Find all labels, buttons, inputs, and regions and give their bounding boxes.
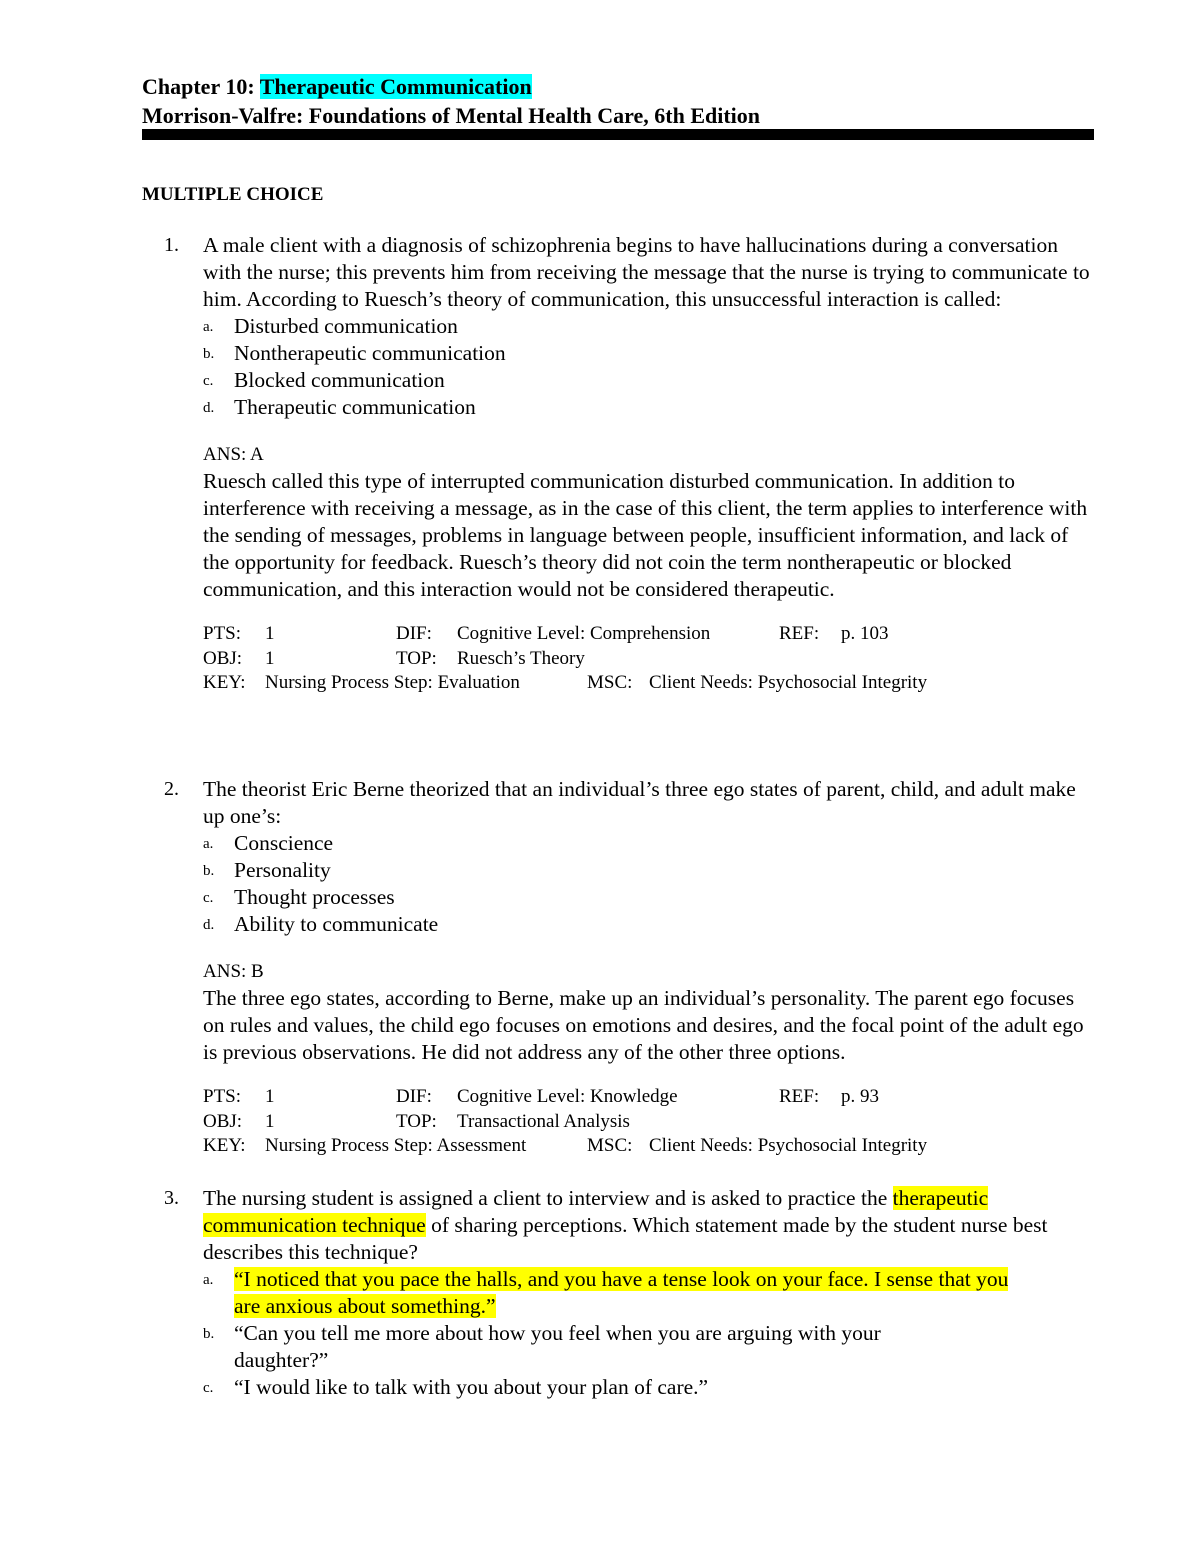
option-letter: d.: [203, 917, 215, 933]
option-text: Disturbed communication: [234, 314, 458, 338]
option-letter: d.: [203, 400, 215, 416]
option-text: Nontherapeutic communication: [234, 341, 506, 365]
dif-label: DIF:: [396, 623, 432, 644]
option-letter: b.: [203, 863, 215, 879]
option-letter: a.: [203, 1272, 214, 1288]
obj-value: 1: [265, 647, 275, 669]
rationale: The three ego states, according to Berne, make up an individual’s personality. The parent ego focuses on rules and values, the child ego focuses on emotions and desires, and the focal point of the adult ego is previous observations. He did not address any of the other three options.: [203, 986, 1084, 1064]
dif-label: DIF:: [396, 1086, 432, 1107]
ref-label: REF:: [779, 623, 820, 644]
options-list: [203, 1266, 1094, 1401]
option-letter: c.: [203, 890, 214, 906]
question-number: 1.: [164, 234, 179, 256]
option-d: [203, 394, 1094, 421]
stem-text: of sharing perceptions. Which statement made by the student nurse best describes this technique?: [203, 1213, 1048, 1264]
book-title: Morrison-Valfre: Foundations of Mental Health Care, 6th Edition: [142, 103, 761, 128]
option-letter: a.: [203, 319, 214, 335]
rationale: Ruesch called this type of interrupted communication disturbed communication. In addition to interference with receiving a message, as in the case of this client, the term applies to interference with the sending of messages, problems in language between people, insufficient information, and lack of the opportunity for feedback. Ruesch’s theory did not coin the term nontherapeutic or blocked communication, and this interaction would not be considered therapeutic.: [203, 469, 1088, 601]
obj-value: 1: [265, 1110, 275, 1132]
question-metadata: [203, 1085, 1094, 1159]
question-stem: [203, 1185, 1094, 1266]
options-list: [203, 313, 1094, 421]
ref-value: p. 103: [841, 623, 889, 644]
top-value: Ruesch’s Theory: [457, 647, 585, 669]
option-text: Personality: [234, 858, 331, 882]
option-letter: c.: [203, 373, 214, 389]
ref-label: REF:: [779, 1086, 820, 1107]
answer-line: [203, 440, 1094, 468]
option-c: [203, 884, 1094, 911]
option-b: [203, 1320, 1094, 1374]
option-text: Conscience: [234, 831, 334, 855]
option-a: [203, 313, 1094, 340]
highlighted-text: therapeutic communication technique: [203, 1186, 989, 1237]
question-stem: The theorist Eric Berne theorized that an individual’s three ego states of parent, child, and adult make up one’s:: [203, 777, 1076, 828]
option-text: “Can you tell me more about how you feel when you are arguing with your daughter?”: [234, 1321, 881, 1372]
header-divider: [142, 129, 1094, 140]
pts-label: PTS:: [203, 623, 242, 644]
answer-key: ANS: A: [203, 444, 264, 465]
key-label: KEY:: [203, 1135, 246, 1156]
question-1: [142, 232, 1094, 696]
key-label: KEY:: [203, 672, 246, 693]
option-letter: c.: [203, 1380, 214, 1396]
answer-line: [203, 957, 1094, 985]
option-text: Ability to communicate: [234, 912, 439, 936]
chapter-heading: [142, 73, 532, 101]
pts-value: 1: [265, 623, 275, 644]
option-b: [203, 340, 1094, 367]
options-list: [203, 830, 1094, 938]
msc-value: Client Needs: Psychosocial Integrity: [649, 672, 928, 693]
option-text: “I noticed that you pace the halls, and you have a tense look on your face. I sense that you are anxious about something.”: [234, 1267, 1009, 1318]
question-metadata: [203, 622, 1094, 696]
option-c: [203, 367, 1094, 394]
top-value: Transactional Analysis: [457, 1110, 630, 1132]
top-label: TOP:: [396, 1110, 437, 1132]
obj-label: OBJ:: [203, 647, 243, 669]
option-letter: b.: [203, 1326, 215, 1342]
option-text: Therapeutic communication: [234, 395, 476, 419]
key-value: Nursing Process Step: Assessment: [265, 1135, 527, 1156]
question-number: 2.: [164, 778, 179, 800]
pts-label: PTS:: [203, 1086, 242, 1107]
dif-value: Cognitive Level: Knowledge: [457, 1086, 678, 1107]
chapter-title: Therapeutic Communication: [259, 74, 532, 99]
msc-label: MSC:: [587, 1135, 633, 1156]
option-b: [203, 857, 1094, 884]
section-title: MULTIPLE CHOICE: [142, 184, 324, 205]
obj-label: OBJ:: [203, 1110, 243, 1132]
key-value: Nursing Process Step: Evaluation: [265, 672, 520, 693]
option-text: “I would like to talk with you about your plan of care.”: [234, 1375, 709, 1399]
option-text: Thought processes: [234, 885, 395, 909]
question-2: [142, 776, 1094, 1159]
option-a: [203, 1266, 1094, 1320]
option-text: Blocked communication: [234, 368, 445, 392]
option-letter: b.: [203, 346, 215, 362]
dif-value: Cognitive Level: Comprehension: [457, 623, 711, 644]
stem-text: The nursing student is assigned a client to interview and is asked to practice the: [203, 1186, 893, 1210]
question-number: 3.: [164, 1187, 179, 1209]
question-stem: A male client with a diagnosis of schizophrenia begins to have hallucinations during a conversation with the nurse; this prevents him from receiving the message that the nurse is trying to communicate to him. According to Ruesch’s theory of communication, this unsuccessful interaction is called:: [203, 233, 1090, 311]
answer-key: ANS: B: [203, 961, 264, 982]
question-3: [142, 1185, 1094, 1401]
chapter-prefix: Chapter 10:: [142, 74, 260, 99]
option-a: [203, 830, 1094, 857]
option-c: [203, 1374, 1094, 1401]
top-label: TOP:: [396, 647, 437, 669]
msc-value: Client Needs: Psychosocial Integrity: [649, 1135, 928, 1156]
msc-label: MSC:: [587, 672, 633, 693]
option-d: [203, 911, 1094, 938]
option-letter: a.: [203, 836, 214, 852]
pts-value: 1: [265, 1086, 275, 1107]
ref-value: p. 93: [841, 1086, 879, 1107]
